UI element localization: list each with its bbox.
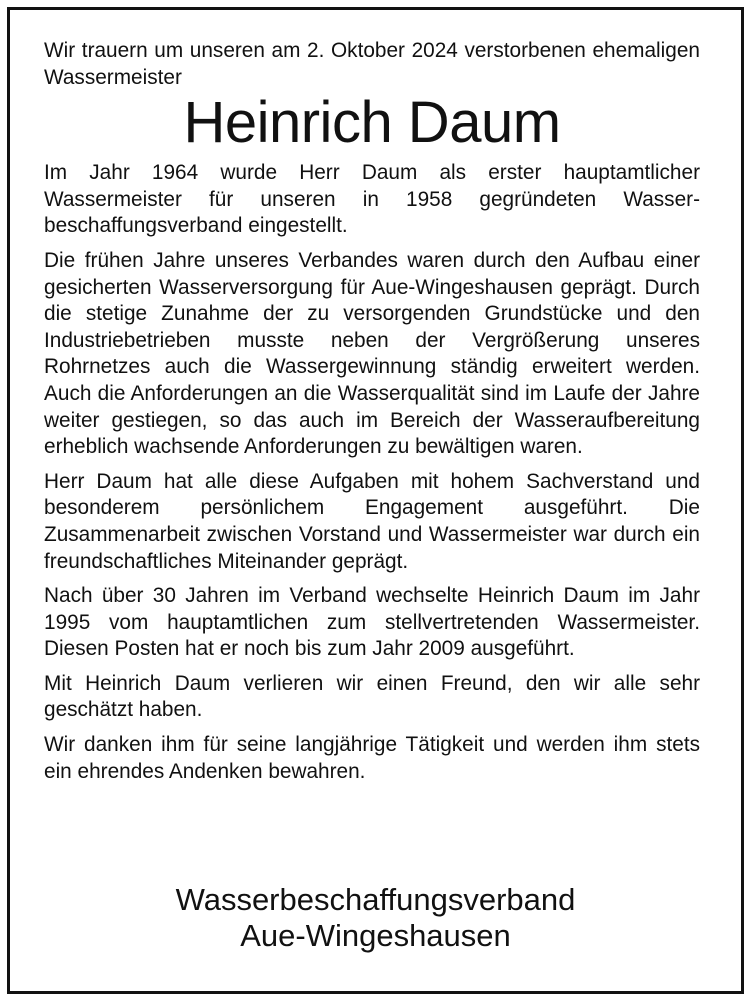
paragraph-1: Im Jahr 1964 wurde Herr Daum als erster hauptamtlicher Wassermeister für unseren in 1958 gegründeten Wasserbeschaffungsverband eingestellt.	[44, 161, 700, 238]
signature-location: Aue-Wingeshausen	[240, 918, 511, 953]
paragraph-4: Nach über 30 Jahren im Verband wechselte Heinrich Daum im Jahr 1995 vom hauptamtlichen zum stellvertretenden Wassermeister. Diesen Posten hat er noch bis zum Jahr 2009 ausgeführt.	[44, 584, 700, 661]
paragraph-2: Die frühen Jahre unseres Verbandes waren durch den Aufbau einer gesicherten Wasserversorgung für Aue-Wingeshausen geprägt. Durch die stetige Zunahme der zu versorgenden Grundstücke und den Industriebetrieben musste neben der Vergrößerung unseres Rohrnetzes auch die Wassergewinnung ständig erweitert werden. Auch die Anforderungen an die Wasserqualität sind im Laufe der Jahre weiter gestiegen, so das auch im Bereich der Wasseraufbereitung erheblich wachsende Anforderungen zu bewältigen waren.	[44, 248, 700, 459]
paragraph-3: Herr Daum hat alle diese Aufgaben mit hohem Sachverstand und besonderem persönlichem Engagement ausgeführt. Die Zusammenarbeit zwischen Vorstand und Wassermeister war durch ein freundschaftliches Miteinander geprägt.	[44, 469, 700, 573]
paragraph-5: Mit Heinrich Daum verlieren wir einen Freund, den wir alle sehr geschätzt haben.	[44, 671, 700, 722]
intro-text: Wir trauern um unseren am 2. Oktober 2024 verstorbenen ehemaligen Wassermeister	[44, 39, 700, 89]
deceased-name: Heinrich Daum	[183, 90, 561, 156]
paragraph-6: Wir danken ihm für seine langjährige Tätigkeit und werden ihm stets ein ehrendes Andenken bewahren.	[44, 733, 700, 783]
notice-body	[44, 38, 700, 793]
signature-organization: Wasserbeschaffungsverband	[175, 882, 576, 917]
signature-block	[0, 882, 751, 954]
